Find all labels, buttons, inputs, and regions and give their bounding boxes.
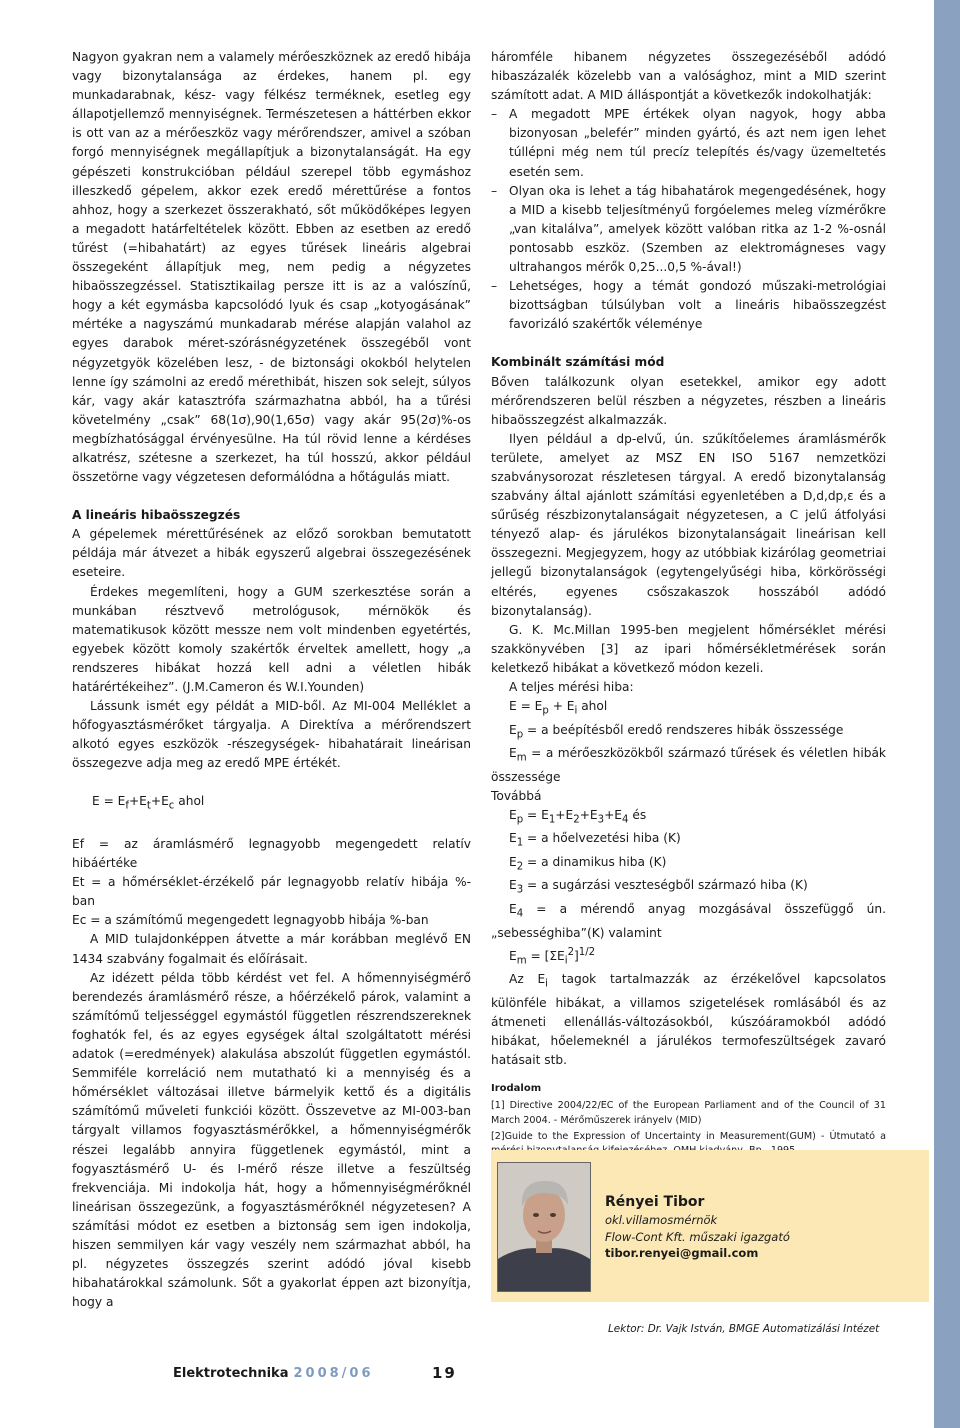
bullet-item [491, 182, 886, 277]
author-name: Rényei Tibor [605, 1194, 705, 1210]
right-paragraph-2: Bőven találkozunk olyan esetekkel, amikor egy adott mérőrendszeren belül részben a négyzetes, részben a lineáris hibaösszegzést alkalmazzák. [491, 374, 886, 427]
formula-mid: $E = E_f+E_t+E_c$ ahol [92, 794, 205, 812]
formula-em: $E_m = [\Sigma E_i^2]^{1/2}$ [509, 946, 596, 967]
right-paragraph-6: Az $E_i$ tagok tartalmazzák az érzékelővel kapcsolatos különféle hibákat, a villamos szigetelések romlásából és az átmeneti ellenállás-változásokból, kúszóáramokból adódó hibákat, hőelemeknél a járulékos termofeszültségek zavaró hatásait stb. [491, 972, 887, 1068]
page-side-bar [934, 0, 960, 1428]
right-paragraph-5: A teljes mérési hiba: [509, 680, 634, 694]
journal-name: Elektrotechnika [173, 1366, 289, 1381]
author-title: okl.villamosmérnök [605, 1213, 718, 1227]
section-heading-linear: A lineáris hibaösszegzés [72, 508, 241, 523]
left-paragraph-1: Nagyon gyakran nem a valamely mérőeszköznek az eredő hibája vagy bizonytalansága az érdekes, hanem pl. egy munkadarabnak, kész- vagy félkész terméknek, esetleg egy állapotjellemző mennyiségnek. Természetesen a háttérben ekkor is ott van az a mérőeszköz vagy mérőrendszer, amivel a szóban forgó mennyiségnek megállapítjuk a bizonytalanságát. Ha egy gépészeti konstrukcióban például szerepel több egymáshoz illeszkedő gépelem, akkor ezek eredő mérettűrése a fontos ahhoz, hogy a szerkezet összerakható, sőt működőképes legyen a megadott határfeltételek között. Ebben az esetben az eredő tűrést (=hibahatárt) az egyes tűrések lineáris algebrai összegeként állapítjuk meg, nem pedig a négyzetes hibaösszegzéssel. Statisztikailag persze itt is az a valószínű, hogy a két egymásba kapcsolódó lyuk és csap „kotyogásának” mértéke a nagyszámú munkadarab mérése alapján valahol az egyes darabok méret-szórásnégyzetének összegéből vont négyzetgyök közelében lesz, - de biztonsági okokból helytelen lenne így számolni az eredő mérethibát, hiszen sok selejt, súlyos kár, vagy akár katasztrófa származhatna abból, ha a tűrési követelmény „csak” 68(1σ),90(1,65σ) vagy akár 95(2σ)%-os megbízhatósággal érvényesülne. Ha túl rövid lenne a kérdéses alkatrész, szétesne a szerkezet, ha túl hosszú, akkor például összetörne vagy végzetesen deformálódna a hőtágulás miatt. [72, 50, 471, 485]
author-portrait [497, 1162, 591, 1292]
left-paragraph-6: Az idézett példa több kérdést vet fel. A hőmennyiségmérő berendezés áramlásmérő része, a hőérzékelő párok, valamint a számítómű teljességgel egymástól független részrendszereknek foghatók fel, és az egyes egységek által szolgáltatott mérési adatok (=eredmények) alakulása abszolút független egymástól. Semmiféle korreláció nem mutatható ki a mennyiség és a hőmérséklet változásai illetve bármelyik kettő és a digitális számítómű műveleti funkciói között. Összevetve az MI-003-ban tárgyalt villamos fogyasztásmérőkkel, a hőmennyiségmérők részei legalább annyira függetlenek egymástól, mint a fogyasztásmérő U- és I-mérő része illetve a feszültség frekvenciája. Mi indokolja hát, hogy a hőmennyiségmérőknél lineárisan összegezünk, a fogyasztásmérőknél négyzetesen? A számítási módot ez esetben a biztonság sem igen indokolja, hiszen semmilyen kár vagy veszély nem származhat abból, ha pl. négyzetes összegzés szerint adódó jóval kisebb hibahatárokkal számolunk. Sőt a gyakorlat éppen azt bizonyítja, hogy a [72, 970, 471, 1310]
references-title: Irodalom [491, 1083, 542, 1095]
dash-glyph: – [491, 279, 498, 294]
definition-ec: Ec = a számítómű megengedett legnagyobb hibája %-ban [72, 913, 429, 928]
formula-e1: $E_1 = a$ hőelvezetési hiba (K) [509, 831, 681, 849]
left-column [72, 48, 471, 1312]
bullet-text: Lehetséges, hogy a témát gondozó műszaki-metrológiai bizottságban túlsúlyban volt a lineáris hibaösszegzést favorizáló szakértők véleménye [509, 279, 886, 332]
right-column [491, 48, 886, 1191]
formula-e2: $E_2 = a$ dinamikus hiba (K) [509, 854, 667, 873]
definition-et: Et = a hőmérséklet-érzékelő pár legnagyobb relatív hibája %-ban [72, 875, 471, 909]
dash-glyph: – [491, 107, 498, 122]
footer-journal [173, 1366, 374, 1381]
left-paragraph-3: Érdekes megemlíteni, hogy a GUM szerkesztése során a munkában résztvevő metrológusok, mérnökök és matematikusok között messze nem volt mindenben egyetértés, egyebek között komoly szakértők érveltek amellett, hogy „a rendszeres hibákat hozzá kell adni a véletlen hibák határértékeihez”. (J.M.Cameron és W.I.Younden) [72, 584, 471, 694]
page-number: 19 [432, 1364, 457, 1382]
reference-item: [1] Directive 2004/22/EC of the European Parliament and of the Council of 31 March 2004. - Mérőműszerek irányelv (MID) [491, 1100, 886, 1126]
formula-ep-sum: $E_p = E_1+E_2+E_3+E_4$ és [509, 807, 647, 826]
reference-item: [2]Guide to the Expression of Uncertainty in Measurement(GUM) - Útmutató a [491, 1131, 886, 1143]
bullet-item [491, 277, 886, 334]
bullet-text: A megadott MPE értékek olyan nagyok, hogy abba bizonyosan „belefér” minden gyártó, és azt nem igen lehet túllépni még nem túl precíz telepítés és/vagy üzemeltetés esetén sem. [509, 107, 886, 179]
tovabba-label: Továbbá [491, 788, 542, 803]
left-paragraph-2: A gépelemek mérettűrésének az előző sorokban bemutatott példája már átvezet a hibák egyszerű algebrai összegezésének eseteire. [72, 527, 471, 580]
formula-ep-definition: $E_p = a$ beépítésből eredő rendszeres hibák összessége [509, 722, 844, 741]
formula-em-definition: $E_m = a$ mérőeszközökből származó tűrések és véletlen hibák összessége [491, 746, 886, 784]
journal-issue: 2008/06 [293, 1366, 374, 1381]
formula-total-error: $E = E_p + E_i$ ahol [509, 699, 608, 717]
right-paragraph-4: G. K. Mc.Millan 1995-ben megjelent hőmérséklet mérési szakkönyvében [3] az ipari hőmérsékletmérések során keletkező hibákat a következő módon kezeli. [491, 622, 886, 675]
author-email[interactable]: tibor.renyei@gmail.com [605, 1246, 759, 1260]
author-info [605, 1192, 790, 1262]
formula-e3: $E_3 = a$ sugárzási veszteségből származó hiba (K) [509, 878, 808, 896]
bullet-item [491, 105, 886, 181]
author-company: Flow-Cont Kft. műszaki igazgató [605, 1229, 790, 1244]
definition-ef: Ef = az áramlásmérő legnagyobb megengedett relatív hibáértéke [72, 837, 471, 871]
author-box [491, 1150, 929, 1302]
section-heading-combined: Kombinált számítási mód [491, 355, 665, 370]
right-paragraph-1: háromféle hibanem négyzetes összegezéséből adódó hibaszázalék közelebb van a valósághoz, mint a MID szerint számított adat. A MID álláspontját a következők indokolhatják: [491, 50, 886, 103]
left-paragraph-4: Lássunk ismét egy példát a MID-ből. Az MI-004 Melléklet a hőfogyasztásmérőket tárgyalja. A Direktíva a mérőrendszert alkotó egyes eszközök -részegységek- hibahatárait lineárisan összegezve adja meg az eredő MPE értékét. [72, 699, 471, 771]
dash-glyph: – [491, 183, 498, 198]
bullet-text: Olyan oka is lehet a tág hibahatárok megengedésének, hogy a MID a kisebb teljesítményű forgóelemes meleg vízmérőkre „van kitalálva”, amelyek között valóban ritka az 1-2 %-osnál pontosabb eszköz. (Szemben az elektromágneses vagy ultrahangos mérők 0,25...0,5 %-ával!) [509, 183, 886, 275]
lektor-note: Lektor: Dr. Vajk István, BMGE Automatizálási Intézet [608, 1323, 880, 1335]
left-paragraph-5: A MID tulajdonképpen átvette a már korábban meglévő EN 1434 szabvány fogalmait és előírásait. [72, 932, 471, 966]
formula-e4: $E_4 = a$ mérendő anyag mozgásával összefüggő ún. „sebességhiba”(K) valamint [491, 902, 886, 940]
right-paragraph-3: Ilyen például a dp-elvű, ún. szűkítőelemes áramlásmérők területe, amelyet az MSZ EN ISO 5167 nemzetközi szabványsorozat részletesen tárgyal. A eredő bizonytalanság szabvány által ajánlott számítási egyenletében a D,d,dp,ε és a sűrűség részbizonytalanságait négyzetesen, a C jelű átfolyási tényező alap- és járulékos bizonytalanságait lineárisan kell összegezni. Megjegyzem, hogy az utóbbiak kizárólag geometriai jellegű bizonytalanságok (egytengelyűségi hiba, körkörösségi eltérés, egyenes csőszakaszok hosszából adódó bizonytalanság). [491, 431, 886, 618]
